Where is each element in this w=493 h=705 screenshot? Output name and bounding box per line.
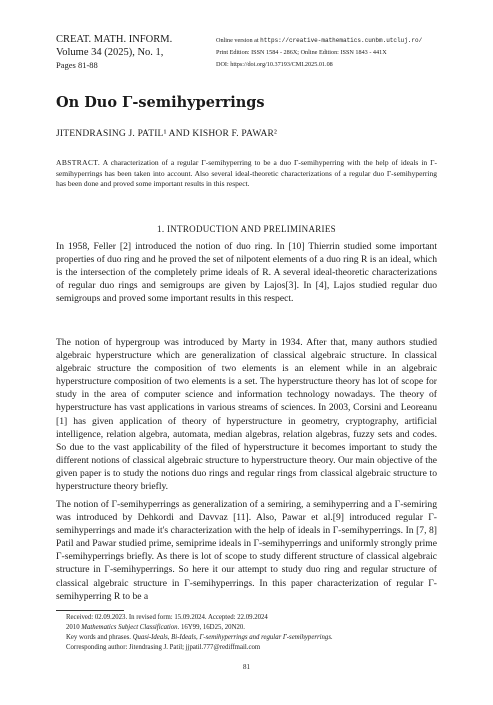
paper-authors: JITENDRASING J. PATIL¹ AND KISHOR F. PAWAR² — [56, 129, 278, 139]
footnotes — [66, 613, 333, 653]
online-prefix: Online version at — [216, 37, 261, 44]
body-paragraph-1: In 1958, Feller [2] introduced the notion of duo ring. In [10] Thierrin studied some important properties of duo ring and he proved the set of nilpotent elements of a duo ring R is an ideal, which is the intersection of the completely prime ideals of R. A several ideal-theoretic characterizations of regular duo rings and semigroups are given by Lajos[3]. In [4], Lajos studied regular duo semigroups and proved some important results in this respect. — [56, 241, 437, 305]
msc-label: Mathematics Subject Classification. — [81, 624, 180, 631]
body-paragraph-3: The notion of Γ-semihyperrings as generalization of a semiring, a semihyperring and a Γ-semiring was introduced by Dehkordi and Davvaz [11]. Also, Pawar et al.[9] introduced regular Γ-semihyperrings and made it's characterization with the help of ideals in Γ-semihyperrings. In [7, 8] Patil and Pawar studied prime, semiprime ideals in Γ-semihyperrings and uniformly strongly prime Γ-semihyperrings briefly. As there is lot of scope to study different structure of classical algebraic structure in Γ-semihyperrings. So here it our attempt to study duo ring and regular structure of classical algebraic structure in Γ-semihyperrings. In this paper characterization of regular Γ-semihyperring R to be a — [56, 499, 437, 602]
online-version — [216, 35, 422, 47]
received-dates: Received: 02.09.2023. In revised form: 15.09.2024. Accepted: 22.09.2024 — [66, 614, 268, 621]
body-paragraph-2: The notion of hypergroup was introduced by Marty in 1934. After that, many authors studied algebraic hyperstructure which are generalization of classical algebraic structure. In classical algebraic structure the composition of two elements is an element while in an algebraic hyperstructure composition of two elements is a set. The hyperstructure theory has lot of scope for study in the area of computer science and information technology nowadays. The theory of hyperstructure has vast applications in various streams of sciences. In 2003, Corsini and Leoreanu [1] has given application of theory of hyperstructure in geometry, cryptography, artificial intelligence, relation algebra, automata, median algebras, relation algebras, fuzzy sets and codes. So due to the vast applicability of the filed of hyperstructure it becomes important to study the different notions of classical algebraic structure to hyperstructure theory. Our main objective of the given paper is to study the notions duo rings and regular rings from classical algebraic structure to hyperstructure theory briefly. — [56, 337, 437, 493]
msc-codes: 16Y99, 16D25, 20N20. — [179, 624, 245, 631]
doi-link[interactable]: DOI: https://doi.org/10.37193/CMI.2025.01.08 — [216, 61, 333, 68]
publication-info — [216, 35, 422, 71]
online-url-link[interactable]: https://creative-mathematics.cunbm.utcluj.ro/ — [260, 37, 423, 44]
keywords-text: Quasi-Ideals, Bi-Ideals, Γ-semihyperrings and regular Γ-semihyperrings. — [130, 634, 333, 641]
section-heading: 1. INTRODUCTION AND PRELIMINARIES — [157, 224, 336, 234]
keywords-label: Key words and phrases. — [66, 634, 131, 641]
paper-title: On Duo Γ-semihyperrings — [56, 94, 265, 111]
msc-classification — [66, 623, 333, 633]
journal-pages: Pages 81-88 — [56, 60, 98, 70]
keywords — [66, 633, 333, 643]
corresponding-author: Corresponding author: Jitendrasing J. Patil; jjpatil.777@rediffmail.com — [66, 644, 261, 651]
abstract — [56, 158, 437, 190]
footnote-rule — [56, 610, 124, 611]
abstract-text: A characterization of a regular Γ-semihyperring to be a duo Γ-semihyperring with the help of ideals in Γ-semihyperrings has been taken into account. Also several ideal-theoretic characterizations of a regular duo Γ-semihyperring has been done and proved some important results in this respect. — [56, 158, 437, 188]
msc-year: 2010 — [66, 624, 82, 631]
abstract-label: ABSTRACT. — [56, 158, 101, 167]
journal-header — [56, 33, 172, 72]
journal-volume: Volume 34 (2025), No. 1, — [56, 47, 164, 58]
issn-info: Print Edition: ISSN 1584 - 286X; Online Edition: ISSN 1843 - 441X — [216, 49, 387, 56]
journal-name: CREAT. MATH. INFORM. — [56, 34, 173, 45]
page-number: 81 — [243, 663, 250, 671]
